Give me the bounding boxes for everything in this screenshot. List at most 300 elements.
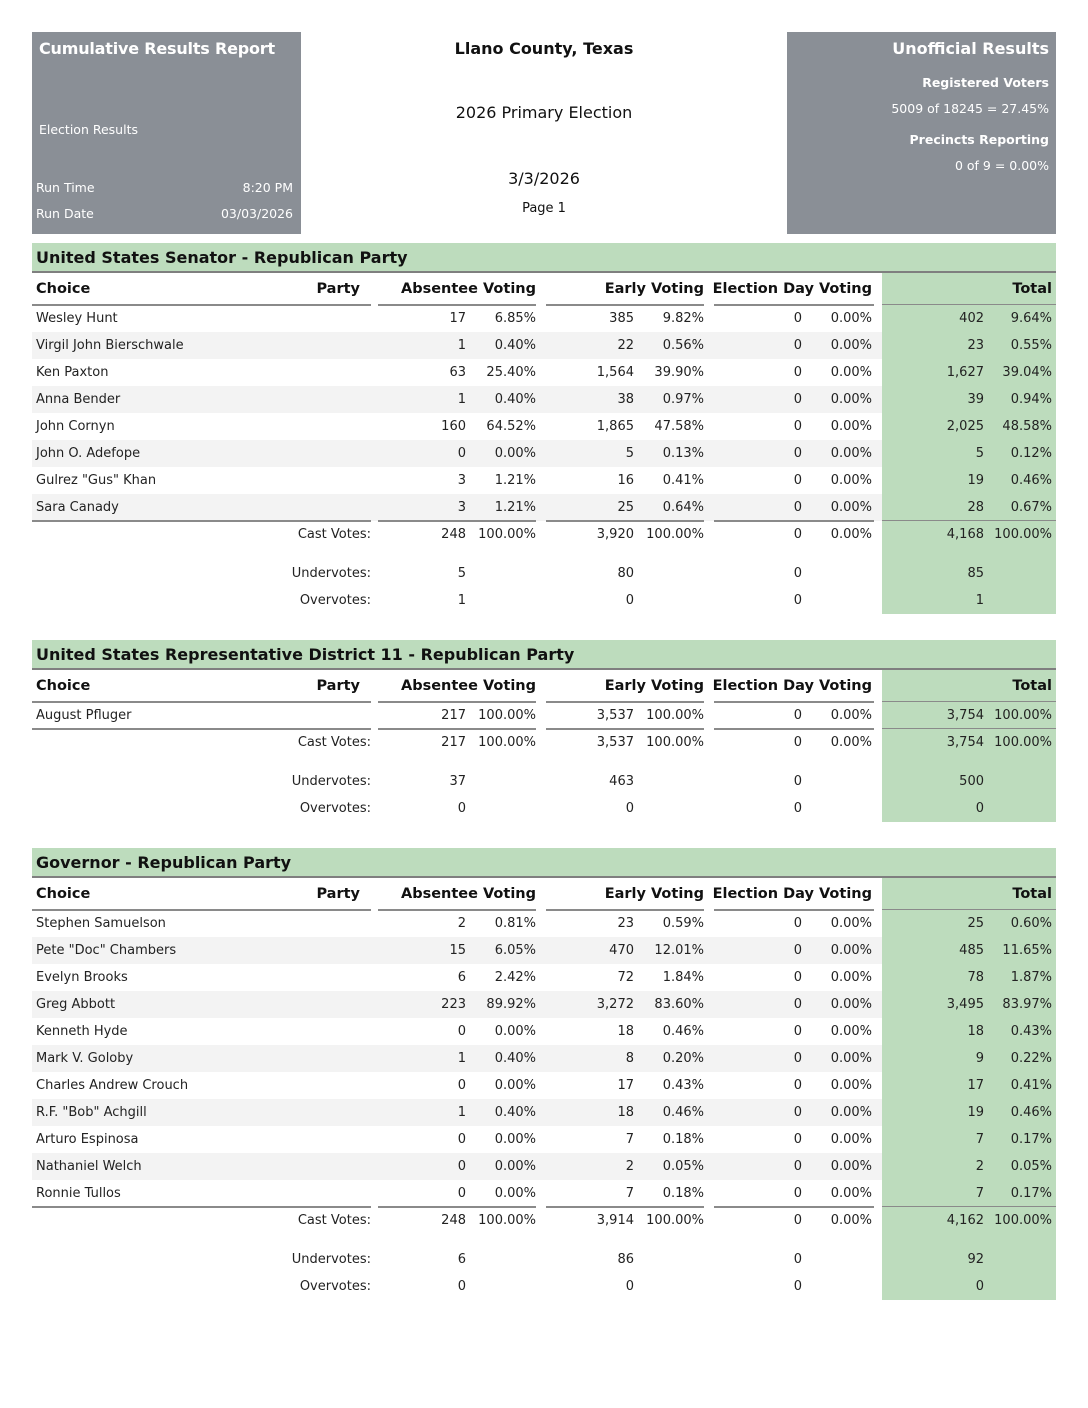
total-votes: 3,495 [946, 997, 984, 1012]
col-election-day: Election Day Voting [712, 281, 872, 297]
col-early: Early Voting [604, 281, 704, 297]
election-day-votes: 0 [793, 1051, 802, 1066]
election-day-percent: 0.00% [830, 708, 872, 723]
col-absentee: Absentee Voting [400, 886, 536, 902]
overvotes-label: Overvotes: [299, 801, 371, 816]
candidate-name: Evelyn Brooks [36, 970, 128, 985]
early-votes: 38 [617, 392, 634, 407]
candidate-row [32, 305, 1056, 332]
overvotes-early: 0 [625, 801, 634, 816]
total-votes: 7 [975, 1186, 984, 1201]
election-day-votes: 0 [793, 1132, 802, 1147]
election-day-percent: 0.00% [830, 1132, 872, 1147]
total-votes: 9 [975, 1051, 984, 1066]
candidate-row [32, 440, 1056, 467]
election-day-percent: 0.00% [830, 997, 872, 1012]
cast-early: 3,537 [596, 735, 634, 750]
total-votes: 78 [967, 970, 984, 985]
absentee-votes: 17 [449, 311, 466, 326]
cast-absentee: 217 [441, 735, 466, 750]
total-votes: 2 [975, 1159, 984, 1174]
cast-total-percent: 100.00% [994, 527, 1052, 542]
election-day-votes: 0 [793, 365, 802, 380]
early-votes: 23 [617, 916, 634, 931]
election-day-votes: 0 [793, 916, 802, 931]
cast-votes-label: Cast Votes: [297, 1213, 371, 1228]
absentee-percent: 0.00% [494, 1159, 536, 1174]
early-votes: 18 [617, 1105, 634, 1120]
total-votes: 485 [959, 943, 984, 958]
early-votes: 72 [617, 970, 634, 985]
election-day-votes: 0 [793, 970, 802, 985]
total-votes: 1,627 [946, 365, 984, 380]
total-percent: 39.04% [1002, 365, 1052, 380]
early-percent: 0.05% [662, 1159, 704, 1174]
total-votes: 18 [967, 1024, 984, 1039]
total-percent: 9.64% [1010, 311, 1052, 326]
cast-total: 4,162 [946, 1213, 984, 1228]
candidate-party [232, 937, 360, 964]
contest-title: United States Senator - Republican Party [32, 243, 1056, 273]
total-percent: 0.41% [1010, 1078, 1052, 1093]
cast-early-percent: 100.00% [646, 1213, 704, 1228]
absentee-percent: 0.00% [494, 446, 536, 461]
undervotes-total: 92 [967, 1252, 984, 1267]
election-day-percent: 0.00% [830, 970, 872, 985]
undervotes-label: Undervotes: [291, 566, 371, 581]
absentee-percent: 0.81% [494, 916, 536, 931]
candidate-row [32, 467, 1056, 494]
absentee-votes: 6 [457, 970, 466, 985]
candidate-name: R.F. "Bob" Achgill [36, 1105, 147, 1120]
candidate-party [232, 332, 360, 359]
col-election-day: Election Day Voting [712, 678, 872, 694]
absentee-votes: 1 [457, 392, 466, 407]
candidate-party [232, 1099, 360, 1126]
early-votes: 7 [625, 1132, 634, 1147]
col-choice: Choice [36, 886, 91, 902]
candidate-row [32, 991, 1056, 1018]
overvotes-absentee: 0 [457, 801, 466, 816]
early-percent: 0.41% [662, 473, 704, 488]
absentee-percent: 1.21% [494, 473, 536, 488]
run-date-label: Run Date [36, 206, 94, 221]
cast-absentee-percent: 100.00% [478, 527, 536, 542]
candidate-row [32, 964, 1056, 991]
election-day-percent: 0.00% [830, 1159, 872, 1174]
election-day-votes: 0 [793, 997, 802, 1012]
election-day-percent: 0.00% [830, 500, 872, 515]
contest-title: United States Representative District 11 - Republican Party [32, 640, 1056, 670]
total-votes: 19 [967, 473, 984, 488]
candidate-party [232, 964, 360, 991]
cast-votes-label: Cast Votes: [297, 735, 371, 750]
undervotes-early: 86 [617, 1252, 634, 1267]
overvotes-election-day: 0 [793, 593, 802, 608]
cast-votes-row [32, 729, 1056, 756]
early-votes: 18 [617, 1024, 634, 1039]
undervotes-row [32, 768, 1056, 795]
election-day-percent: 0.00% [830, 473, 872, 488]
overvotes-row [32, 795, 1056, 822]
candidate-party [232, 386, 360, 413]
absentee-percent: 0.00% [494, 1078, 536, 1093]
total-percent: 0.94% [1010, 392, 1052, 407]
overvotes-election-day: 0 [793, 801, 802, 816]
election-day-percent: 0.00% [830, 1105, 872, 1120]
election-day-percent: 0.00% [830, 392, 872, 407]
election-day-percent: 0.00% [830, 365, 872, 380]
total-votes: 28 [967, 500, 984, 515]
absentee-votes: 160 [441, 419, 466, 434]
early-percent: 47.58% [654, 419, 704, 434]
run-date-value: 03/03/2026 [220, 206, 293, 221]
undervotes-absentee: 6 [457, 1252, 466, 1267]
absentee-percent: 0.00% [494, 1186, 536, 1201]
precincts-reporting-label: Precincts Reporting [909, 132, 1049, 147]
candidate-party [232, 1018, 360, 1045]
report-title: Cumulative Results Report [39, 39, 275, 58]
early-percent: 0.97% [662, 392, 704, 407]
early-percent: 0.18% [662, 1186, 704, 1201]
undervotes-row [32, 560, 1056, 587]
candidate-party [232, 1180, 360, 1207]
election-day-percent: 0.00% [830, 338, 872, 353]
election-day-percent: 0.00% [830, 1078, 872, 1093]
election-day-votes: 0 [793, 500, 802, 515]
early-votes: 470 [609, 943, 634, 958]
results-table [32, 670, 1056, 822]
overvotes-total: 0 [975, 1279, 984, 1294]
candidate-row [32, 386, 1056, 413]
early-votes: 8 [625, 1051, 634, 1066]
candidate-name: Virgil John Bierschwale [36, 338, 184, 353]
overvotes-total: 0 [975, 801, 984, 816]
table-header-row [32, 273, 1056, 305]
undervotes-label: Undervotes: [291, 774, 371, 789]
report-header-right [787, 32, 1056, 234]
election-day-percent: 0.00% [830, 943, 872, 958]
candidate-name: Greg Abbott [36, 997, 116, 1012]
overvotes-row [32, 587, 1056, 614]
candidate-party [232, 991, 360, 1018]
total-percent: 48.58% [1002, 419, 1052, 434]
cast-election-day-percent: 0.00% [830, 1213, 872, 1228]
candidate-row [32, 702, 1056, 729]
col-early: Early Voting [604, 886, 704, 902]
early-votes: 5 [625, 446, 634, 461]
candidate-party [232, 413, 360, 440]
candidate-row [32, 1018, 1056, 1045]
cast-early: 3,914 [596, 1213, 634, 1228]
run-time-label: Run Time [36, 180, 95, 195]
total-votes: 7 [975, 1132, 984, 1147]
cast-election-day: 0 [793, 735, 802, 750]
total-percent: 0.43% [1010, 1024, 1052, 1039]
registered-voters-label: Registered Voters [922, 75, 1049, 90]
absentee-percent: 0.40% [494, 1051, 536, 1066]
candidate-party [232, 910, 360, 937]
candidate-row [32, 413, 1056, 440]
candidate-party [232, 1045, 360, 1072]
election-day-votes: 0 [793, 338, 802, 353]
absentee-percent: 6.85% [494, 311, 536, 326]
overvotes-absentee: 1 [457, 593, 466, 608]
absentee-percent: 2.42% [494, 970, 536, 985]
early-percent: 0.46% [662, 1105, 704, 1120]
cast-votes-row [32, 1207, 1056, 1234]
total-percent: 0.05% [1010, 1159, 1052, 1174]
early-votes: 16 [617, 473, 634, 488]
cast-votes-label: Cast Votes: [297, 527, 371, 542]
precincts-reporting-value: 0 of 9 = 0.00% [954, 158, 1049, 173]
absentee-votes: 1 [457, 1105, 466, 1120]
registered-voters-value: 5009 of 18245 = 27.45% [891, 101, 1049, 116]
total-votes: 402 [959, 311, 984, 326]
election-day-percent: 0.00% [830, 419, 872, 434]
election-day-votes: 0 [793, 1105, 802, 1120]
county-name: Llano County, Texas [454, 39, 634, 58]
undervotes-total: 500 [959, 774, 984, 789]
cast-early: 3,920 [596, 527, 634, 542]
col-total: Total [1012, 886, 1052, 902]
contest-title: Governor - Republican Party [32, 848, 1056, 878]
absentee-votes: 63 [449, 365, 466, 380]
candidate-name: Arturo Espinosa [36, 1132, 139, 1147]
candidate-row [32, 332, 1056, 359]
cast-election-day-percent: 0.00% [830, 527, 872, 542]
election-name: 2026 Primary Election [455, 103, 633, 122]
total-votes: 25 [967, 916, 984, 931]
col-absentee: Absentee Voting [400, 281, 536, 297]
election-day-votes: 0 [793, 446, 802, 461]
col-party: Party [316, 886, 360, 902]
absentee-votes: 217 [441, 708, 466, 723]
absentee-percent: 64.52% [486, 419, 536, 434]
candidate-row [32, 494, 1056, 521]
total-percent: 0.55% [1010, 338, 1052, 353]
col-election-day: Election Day Voting [712, 886, 872, 902]
col-total: Total [1012, 281, 1052, 297]
absentee-percent: 0.40% [494, 392, 536, 407]
total-votes: 5 [975, 446, 984, 461]
election-date: 3/3/2026 [508, 169, 580, 188]
col-total: Total [1012, 678, 1052, 694]
candidate-row [32, 1180, 1056, 1207]
candidate-name: Ronnie Tullos [36, 1186, 121, 1201]
candidate-row [32, 910, 1056, 937]
total-percent: 0.60% [1010, 916, 1052, 931]
run-date [36, 206, 293, 221]
election-day-votes: 0 [793, 311, 802, 326]
election-day-percent: 0.00% [830, 311, 872, 326]
candidate-party [232, 1072, 360, 1099]
candidate-party [232, 702, 360, 729]
candidate-row [32, 937, 1056, 964]
absentee-votes: 0 [457, 446, 466, 461]
early-percent: 0.43% [662, 1078, 704, 1093]
early-percent: 0.46% [662, 1024, 704, 1039]
candidate-row [32, 1072, 1056, 1099]
absentee-percent: 0.40% [494, 338, 536, 353]
election-day-votes: 0 [793, 1078, 802, 1093]
candidate-name: John Cornyn [36, 419, 115, 434]
cast-early-percent: 100.00% [646, 527, 704, 542]
early-votes: 2 [625, 1159, 634, 1174]
run-time [36, 180, 293, 195]
table-header-row [32, 878, 1056, 910]
candidate-name: Pete "Doc" Chambers [36, 943, 177, 958]
report-subtitle: Election Results [39, 122, 138, 137]
cast-election-day-percent: 0.00% [830, 735, 872, 750]
absentee-votes: 2 [457, 916, 466, 931]
early-votes: 25 [617, 500, 634, 515]
cast-absentee: 248 [441, 1213, 466, 1228]
early-percent: 0.20% [662, 1051, 704, 1066]
results-status: Unofficial Results [892, 39, 1049, 58]
candidate-name: Nathaniel Welch [36, 1159, 142, 1174]
report-header-left [32, 32, 301, 234]
page-number: Page 1 [522, 201, 566, 216]
absentee-votes: 0 [457, 1186, 466, 1201]
early-votes: 22 [617, 338, 634, 353]
absentee-votes: 0 [457, 1132, 466, 1147]
candidate-row [32, 1045, 1056, 1072]
cast-election-day: 0 [793, 527, 802, 542]
election-day-votes: 0 [793, 419, 802, 434]
total-votes: 3,754 [946, 708, 984, 723]
absentee-percent: 100.00% [478, 708, 536, 723]
election-day-percent: 0.00% [830, 1051, 872, 1066]
run-time-value: 8:20 PM [242, 180, 293, 195]
candidate-row [32, 1126, 1056, 1153]
early-percent: 0.18% [662, 1132, 704, 1147]
undervotes-election-day: 0 [793, 1252, 802, 1267]
cast-total: 4,168 [946, 527, 984, 542]
early-votes: 3,537 [596, 708, 634, 723]
contest-section [32, 640, 1056, 822]
cast-total-percent: 100.00% [994, 735, 1052, 750]
election-day-votes: 0 [793, 1159, 802, 1174]
total-percent: 1.87% [1010, 970, 1052, 985]
absentee-percent: 1.21% [494, 500, 536, 515]
cast-total: 3,754 [946, 735, 984, 750]
absentee-percent: 89.92% [486, 997, 536, 1012]
election-day-votes: 0 [793, 1024, 802, 1039]
candidate-party [232, 305, 360, 332]
early-votes: 1,865 [596, 419, 634, 434]
candidate-party [232, 467, 360, 494]
undervotes-absentee: 37 [449, 774, 466, 789]
absentee-votes: 0 [457, 1024, 466, 1039]
absentee-votes: 3 [457, 473, 466, 488]
contest-section [32, 848, 1056, 1300]
undervotes-row [32, 1246, 1056, 1273]
results-table [32, 273, 1056, 614]
col-choice: Choice [36, 678, 91, 694]
overvotes-early: 0 [625, 593, 634, 608]
early-votes: 7 [625, 1186, 634, 1201]
report-header-center [301, 32, 787, 234]
total-percent: 0.22% [1010, 1051, 1052, 1066]
early-percent: 39.90% [654, 365, 704, 380]
col-choice: Choice [36, 281, 91, 297]
total-percent: 11.65% [1002, 943, 1052, 958]
candidate-party [232, 1153, 360, 1180]
candidate-name: Mark V. Goloby [36, 1051, 134, 1066]
candidate-name: Sara Canady [36, 500, 119, 515]
cast-votes-row [32, 521, 1056, 548]
total-votes: 19 [967, 1105, 984, 1120]
election-day-percent: 0.00% [830, 916, 872, 931]
col-early: Early Voting [604, 678, 704, 694]
candidate-name: Stephen Samuelson [36, 916, 166, 931]
overvotes-election-day: 0 [793, 1279, 802, 1294]
total-percent: 0.67% [1010, 500, 1052, 515]
total-percent: 0.12% [1010, 446, 1052, 461]
early-percent: 0.64% [662, 500, 704, 515]
absentee-percent: 25.40% [486, 365, 536, 380]
total-percent: 0.46% [1010, 1105, 1052, 1120]
early-percent: 0.59% [662, 916, 704, 931]
candidate-row [32, 359, 1056, 386]
candidate-name: Ken Paxton [36, 365, 109, 380]
candidate-party [232, 494, 360, 521]
election-day-votes: 0 [793, 708, 802, 723]
candidate-name: Wesley Hunt [36, 311, 118, 326]
cast-absentee: 248 [441, 527, 466, 542]
cast-total-percent: 100.00% [994, 1213, 1052, 1228]
absentee-votes: 1 [457, 338, 466, 353]
cast-early-percent: 100.00% [646, 735, 704, 750]
candidate-party [232, 359, 360, 386]
early-percent: 83.60% [654, 997, 704, 1012]
early-percent: 12.01% [654, 943, 704, 958]
overvotes-label: Overvotes: [299, 593, 371, 608]
col-party: Party [316, 281, 360, 297]
candidate-row [32, 1099, 1056, 1126]
total-percent: 83.97% [1002, 997, 1052, 1012]
undervotes-early: 463 [609, 774, 634, 789]
undervotes-early: 80 [617, 566, 634, 581]
cast-absentee-percent: 100.00% [478, 735, 536, 750]
contest-section [32, 243, 1056, 614]
election-day-votes: 0 [793, 392, 802, 407]
early-votes: 17 [617, 1078, 634, 1093]
absentee-votes: 223 [441, 997, 466, 1012]
election-day-votes: 0 [793, 1186, 802, 1201]
election-day-votes: 0 [793, 473, 802, 488]
overvotes-absentee: 0 [457, 1279, 466, 1294]
overvotes-label: Overvotes: [299, 1279, 371, 1294]
total-votes: 17 [967, 1078, 984, 1093]
early-votes: 1,564 [596, 365, 634, 380]
candidate-name: John O. Adefope [36, 446, 141, 461]
overvotes-row [32, 1273, 1056, 1300]
results-table [32, 878, 1056, 1300]
candidate-name: Kenneth Hyde [36, 1024, 128, 1039]
total-percent: 0.17% [1010, 1186, 1052, 1201]
absentee-percent: 0.00% [494, 1024, 536, 1039]
election-day-percent: 0.00% [830, 1186, 872, 1201]
early-percent: 1.84% [662, 970, 704, 985]
absentee-votes: 1 [457, 1051, 466, 1066]
undervotes-total: 85 [967, 566, 984, 581]
candidate-party [232, 1126, 360, 1153]
overvotes-early: 0 [625, 1279, 634, 1294]
candidate-party [232, 440, 360, 467]
undervotes-election-day: 0 [793, 566, 802, 581]
